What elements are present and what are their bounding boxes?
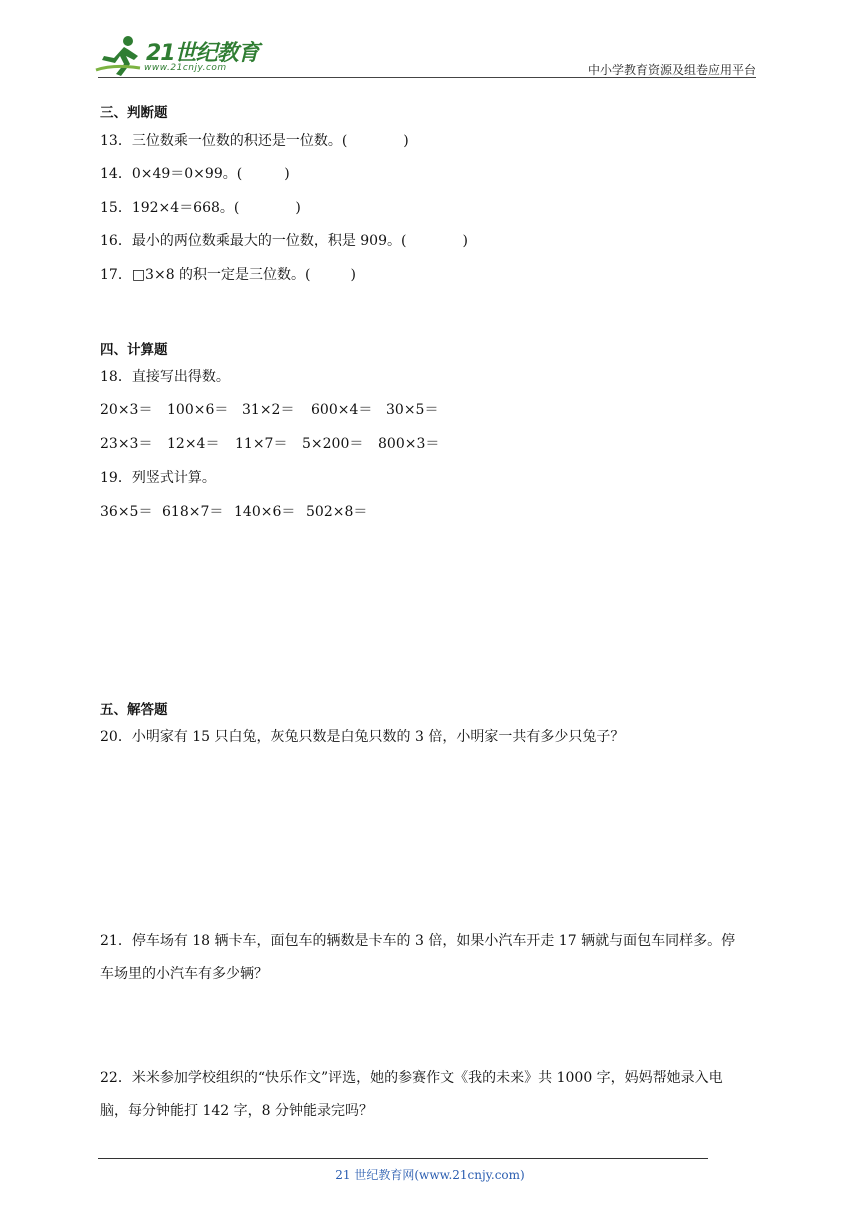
question-text: 停车场有 18 辆卡车，面包车的辆数是卡车的 3 倍，如果小汽车开走 17 辆就与面包车同样多。停 <box>131 933 736 949</box>
paren-close: ) <box>403 133 409 149</box>
logo-text: 21世纪教育 <box>146 41 259 66</box>
question-20 <box>100 726 624 746</box>
expression: 800×3＝ <box>378 436 440 452</box>
question-16 <box>100 230 468 250</box>
footer-link[interactable]: 21 世纪教育网(www.21cnjy.com) <box>335 1168 525 1182</box>
expression: 600×4＝ <box>311 402 373 418</box>
question-text: 0×49＝0×99。( <box>131 166 243 182</box>
question-number: 21． <box>100 933 132 949</box>
question-14 <box>100 163 290 183</box>
question-21-line1 <box>100 930 735 950</box>
expression: 30×5＝ <box>386 402 439 418</box>
question-text: 最小的两位数乘最大的一位数，积是 909。( <box>131 233 407 249</box>
header-divider <box>98 77 756 78</box>
question-number: 15． <box>100 200 132 216</box>
expression: 23×3＝ <box>100 436 153 452</box>
paren-close: ) <box>350 267 356 283</box>
section-5-title: 五、解答题 <box>100 702 168 718</box>
logo-url: www.21cnjy.com <box>144 63 227 73</box>
question-15 <box>100 197 301 217</box>
site-logo <box>94 34 264 78</box>
expression: 20×3＝ <box>100 402 153 418</box>
section-4-title: 四、计算题 <box>100 342 168 358</box>
question-18 <box>100 366 230 386</box>
question-19 <box>100 467 216 487</box>
question-number: 14． <box>100 166 132 182</box>
question-21-line2: 车场里的小汽车有多少辆？ <box>100 966 268 982</box>
expression: 36×5＝ <box>100 504 153 520</box>
question-13 <box>100 130 409 150</box>
question-text: 小明家有 15 只白兔，灰兔只数是白兔只数的 3 倍，小明家一共有多少只兔子？ <box>131 729 625 745</box>
expression: 100×6＝ <box>167 402 229 418</box>
expression: 31×2＝ <box>242 402 295 418</box>
footer-divider <box>98 1158 708 1159</box>
question-22-line2: 脑，每分钟能打 142 字，8 分钟能录完吗？ <box>100 1103 373 1119</box>
paren-close: ) <box>284 166 290 182</box>
question-number: 17． <box>100 267 132 283</box>
question-text: 列竖式计算。 <box>131 470 216 486</box>
expression: 140×6＝ <box>234 504 296 520</box>
question-number: 19． <box>100 470 132 486</box>
paren-close: ) <box>462 233 468 249</box>
question-22-line1 <box>100 1067 723 1087</box>
expression: 502×8＝ <box>306 504 368 520</box>
expression: 12×4＝ <box>167 436 220 452</box>
runner-logo-icon <box>94 34 144 78</box>
expression: 11×7＝ <box>235 436 288 452</box>
question-17 <box>100 264 356 284</box>
question-text: 米米参加学校组织的“快乐作文”评选，她的参赛作文《我的未来》共 1000 字，妈妈帮她录入电 <box>131 1070 723 1086</box>
question-text: 三位数乘一位数的积还是一位数。( <box>131 133 348 149</box>
question-number: 20． <box>100 729 132 745</box>
expression: 618×7＝ <box>162 504 224 520</box>
question-number: 13． <box>100 133 132 149</box>
question-number: 22． <box>100 1070 132 1086</box>
question-text: □3×8 的积一定是三位数。( <box>131 267 311 283</box>
platform-title: 中小学教育资源及组卷应用平台 <box>587 63 756 77</box>
expression: 5×200＝ <box>302 436 364 452</box>
section-3-title: 三、判断题 <box>100 105 168 121</box>
question-number: 18． <box>100 369 132 385</box>
question-text: 192×4＝668。( <box>131 200 240 216</box>
question-number: 16． <box>100 233 132 249</box>
question-text: 直接写出得数。 <box>131 369 230 385</box>
paren-close: ) <box>295 200 301 216</box>
